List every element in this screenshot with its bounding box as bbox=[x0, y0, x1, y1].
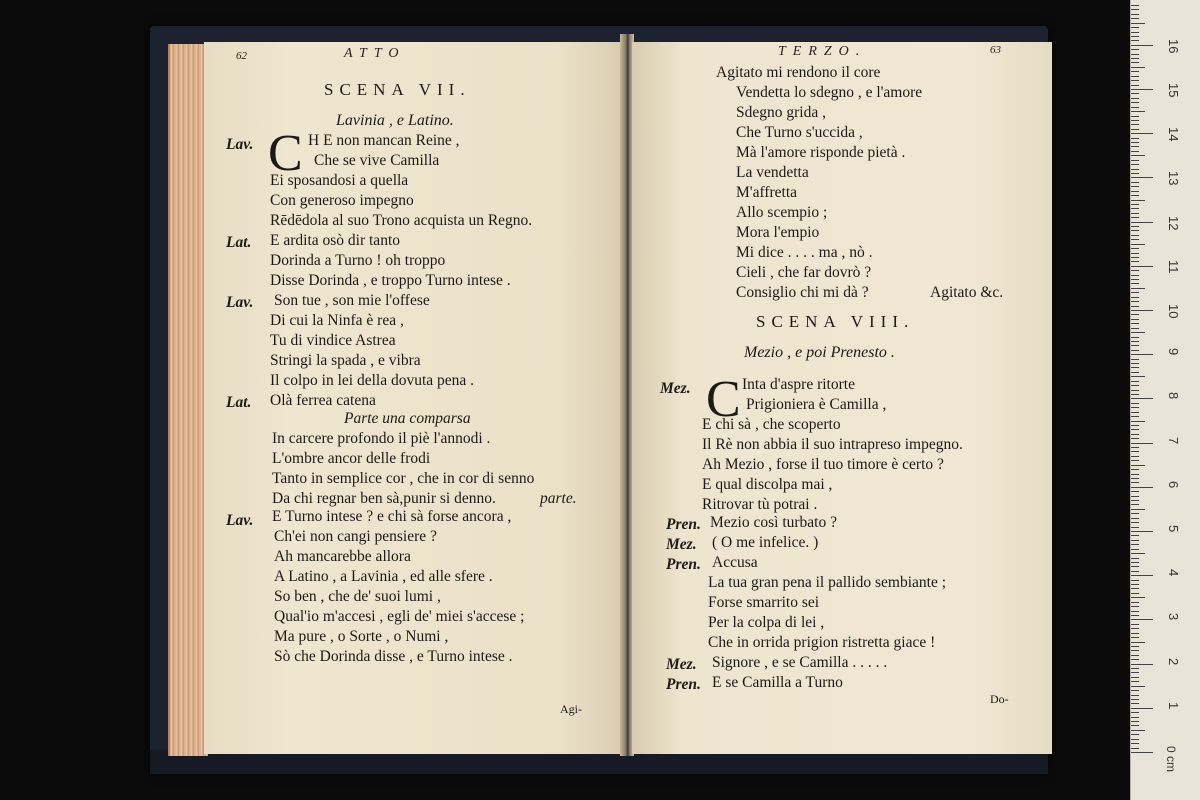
ruler-tick bbox=[1131, 699, 1139, 700]
ruler-tick bbox=[1131, 390, 1139, 391]
ruler-tick bbox=[1131, 730, 1145, 731]
ruler-tick bbox=[1131, 743, 1139, 744]
ruler-tick bbox=[1131, 257, 1139, 258]
ruler-tick bbox=[1131, 739, 1139, 740]
verse-line: E ardita osò dir tanto bbox=[270, 232, 400, 249]
ruler-tick bbox=[1131, 235, 1139, 236]
verse-line: E Turno intese ? e chi sà forse ancora , bbox=[272, 508, 512, 525]
ruler-tick bbox=[1131, 460, 1139, 461]
ruler-tick bbox=[1131, 469, 1139, 470]
ruler-tick bbox=[1131, 62, 1139, 63]
ruler-tick bbox=[1131, 9, 1139, 10]
ruler-tick bbox=[1131, 182, 1139, 183]
left-scene-title: SCENA VII. bbox=[324, 80, 471, 99]
verse-line: Ei sposandosi a quella bbox=[270, 172, 409, 189]
ruler-tick bbox=[1131, 195, 1139, 196]
ruler-tick bbox=[1131, 606, 1139, 607]
ruler-tick bbox=[1131, 619, 1153, 620]
ruler-tick bbox=[1131, 323, 1139, 324]
ruler-tick bbox=[1131, 403, 1139, 404]
ruler-tick bbox=[1131, 292, 1139, 293]
verse-line: Ma pure , o Sorte , o Numi , bbox=[274, 628, 449, 645]
ruler-number: 7 bbox=[1166, 436, 1181, 444]
ruler-tick bbox=[1131, 646, 1139, 647]
ruler-tick bbox=[1131, 146, 1139, 147]
ruler-number: 2 bbox=[1166, 657, 1181, 665]
ruler-tick bbox=[1131, 509, 1145, 510]
ruler-tick bbox=[1131, 681, 1139, 682]
verse-line: Che se vive Camilla bbox=[314, 152, 440, 169]
ruler-number: 10 bbox=[1166, 304, 1181, 319]
verse-line: Tanto in semplice cor , che in cor di senno bbox=[272, 470, 535, 487]
ruler-tick bbox=[1131, 160, 1139, 161]
right-page-number: 63 bbox=[990, 44, 1001, 56]
verse-line: M'affretta bbox=[736, 184, 798, 201]
ruler-tick bbox=[1131, 664, 1153, 665]
verse-line: Son tue , son mie l'offese bbox=[274, 292, 430, 309]
ruler-tick bbox=[1131, 328, 1139, 329]
ruler-tick bbox=[1131, 668, 1139, 669]
ruler-tick bbox=[1131, 89, 1153, 90]
ruler-tick bbox=[1131, 142, 1139, 143]
ruler-tick bbox=[1131, 297, 1139, 298]
verse-line: So ben , che de' suoi lumi , bbox=[274, 588, 441, 605]
ruler-tick bbox=[1131, 703, 1139, 704]
ruler-tick bbox=[1131, 217, 1139, 218]
verse-line: La tua gran pena il pallido sembiante ; bbox=[708, 574, 947, 591]
ruler-number: 8 bbox=[1166, 392, 1181, 400]
ruler-tick bbox=[1131, 244, 1145, 245]
verse-line: Vendetta lo sdegno , e l'amore bbox=[736, 84, 923, 101]
ruler-tick bbox=[1131, 319, 1139, 320]
verse-line: Mezio così turbato ? bbox=[710, 514, 837, 531]
ruler-number: 14 bbox=[1166, 127, 1181, 142]
ruler-tick bbox=[1131, 421, 1145, 422]
ruler-tick bbox=[1131, 562, 1139, 563]
ruler-tick bbox=[1131, 230, 1139, 231]
ruler-tick bbox=[1131, 642, 1145, 643]
ruler-tick bbox=[1131, 208, 1139, 209]
verse-line: Olà ferrea catena bbox=[270, 392, 376, 409]
ruler-tick bbox=[1131, 571, 1139, 572]
ruler-tick bbox=[1131, 535, 1139, 536]
ruler-tick bbox=[1131, 93, 1139, 94]
ruler-tick bbox=[1131, 522, 1139, 523]
verse-line: A Latino , a Lavinia , ed alle sfere . bbox=[274, 568, 493, 585]
ruler-tick bbox=[1131, 690, 1139, 691]
verse-line: Mi dice . . . . ma , nò . bbox=[736, 244, 873, 261]
ruler-tick bbox=[1131, 540, 1139, 541]
aria-end: Agitato &c. bbox=[930, 284, 1004, 301]
ruler-tick bbox=[1131, 164, 1139, 165]
ruler-tick bbox=[1131, 314, 1139, 315]
measurement-ruler bbox=[1130, 0, 1200, 800]
verse-line: E chi sà , che scoperto bbox=[702, 416, 841, 433]
left-catchword: Agi- bbox=[560, 702, 582, 716]
ruler-tick bbox=[1131, 151, 1139, 152]
ruler-tick bbox=[1131, 474, 1139, 475]
ruler-tick bbox=[1131, 71, 1139, 72]
verse-line: Che in orrida prigion ristretta giace ! bbox=[708, 634, 936, 651]
ruler-number: 9 bbox=[1166, 348, 1181, 356]
ruler-tick bbox=[1131, 116, 1139, 117]
verse-line: Di cui la Ninfa è rea , bbox=[270, 312, 404, 329]
ruler-number: 6 bbox=[1166, 480, 1181, 489]
ruler-tick bbox=[1131, 58, 1139, 59]
ruler-tick bbox=[1131, 531, 1153, 532]
ruler-tick bbox=[1131, 588, 1139, 589]
ruler-tick bbox=[1131, 659, 1139, 660]
verse-line: Signore , e se Camilla . . . . . bbox=[712, 654, 888, 671]
ruler-tick bbox=[1131, 500, 1139, 501]
ruler-tick bbox=[1131, 306, 1139, 307]
verse-line: In carcere profondo il piè l'annodi . bbox=[272, 430, 491, 447]
ruler-tick bbox=[1131, 544, 1139, 545]
ruler-tick bbox=[1131, 155, 1145, 156]
ruler-tick bbox=[1131, 412, 1139, 413]
exit-direction: parte. bbox=[540, 490, 577, 507]
verse-line: Disse Dorinda , e troppo Turno intese . bbox=[270, 272, 511, 289]
right-page bbox=[632, 42, 1052, 754]
ruler-tick bbox=[1131, 615, 1139, 616]
verse-line: Inta d'aspre ritorte bbox=[742, 376, 855, 393]
verse-line: Con generoso impegno bbox=[270, 192, 414, 209]
ruler-tick bbox=[1131, 748, 1139, 749]
ruler-tick bbox=[1131, 376, 1145, 377]
verse-line: Cieli , che far dovrò ? bbox=[736, 264, 872, 281]
ruler-tick bbox=[1131, 40, 1139, 41]
ruler-tick bbox=[1131, 708, 1153, 709]
verse-line: Forse smarrito sei bbox=[708, 594, 820, 611]
ruler-tick bbox=[1131, 107, 1139, 108]
ruler-tick bbox=[1131, 337, 1139, 338]
speaker-mez: Mez. bbox=[660, 380, 691, 397]
verse-line: Ritrovar tù potrai . bbox=[702, 496, 818, 513]
ruler-number: 5 bbox=[1166, 525, 1181, 533]
ruler-number: 13 bbox=[1166, 171, 1181, 186]
ruler-tick bbox=[1131, 566, 1139, 567]
ruler-tick bbox=[1131, 36, 1139, 37]
verse-line: E se Camilla a Turno bbox=[712, 674, 843, 691]
ruler-tick bbox=[1131, 177, 1153, 178]
verse-line: Accusa bbox=[712, 554, 758, 571]
ruler-tick bbox=[1131, 270, 1139, 271]
ruler-tick bbox=[1131, 429, 1139, 430]
ruler-tick bbox=[1131, 204, 1139, 205]
ruler-tick bbox=[1131, 133, 1153, 134]
verse-line: Rēdēdola al suo Trono acquista un Regno. bbox=[270, 212, 533, 229]
ruler-tick bbox=[1131, 213, 1139, 214]
verse-line: Che Turno s'uccida , bbox=[736, 124, 863, 141]
ruler-tick bbox=[1131, 18, 1139, 19]
ruler-tick bbox=[1131, 191, 1139, 192]
verse-line: H E non mancan Reine , bbox=[308, 132, 460, 149]
ruler-tick bbox=[1131, 527, 1139, 528]
verse-line: Ch'ei non cangi pensiere ? bbox=[274, 528, 437, 545]
ruler-tick bbox=[1131, 80, 1139, 81]
speaker-lat: Lat. bbox=[226, 394, 252, 411]
ruler-tick bbox=[1131, 655, 1139, 656]
ruler-tick bbox=[1131, 624, 1139, 625]
ruler-tick bbox=[1131, 443, 1153, 444]
verse-line: La vendetta bbox=[736, 164, 809, 181]
verse-line: Il Rè non abbia il suo intrapreso impegno. bbox=[702, 436, 963, 453]
page-edges bbox=[168, 44, 208, 756]
ruler-tick bbox=[1131, 602, 1139, 603]
speaker-pren: Pren. bbox=[666, 556, 701, 573]
ruler-tick bbox=[1131, 712, 1139, 713]
ruler-tick bbox=[1131, 367, 1139, 368]
ruler-tick bbox=[1131, 381, 1139, 382]
ruler-tick bbox=[1131, 372, 1139, 373]
ruler-tick bbox=[1131, 628, 1139, 629]
ruler-tick bbox=[1131, 222, 1153, 223]
ruler-tick bbox=[1131, 301, 1139, 302]
ruler-tick bbox=[1131, 717, 1139, 718]
left-page bbox=[204, 42, 624, 754]
verse-line: Il colpo in lei della dovuta pena . bbox=[270, 372, 475, 389]
ruler-tick bbox=[1131, 558, 1139, 559]
verse-line: Ah Mezio , forse il tuo timore è certo ? bbox=[702, 456, 944, 473]
ruler-tick bbox=[1131, 518, 1139, 519]
speaker-lav: Lav. bbox=[226, 136, 254, 153]
verse-line: Tu di vindice Astrea bbox=[270, 332, 396, 349]
ruler-tick bbox=[1131, 650, 1139, 651]
ruler-tick bbox=[1131, 407, 1139, 408]
ruler-number: 12 bbox=[1166, 215, 1181, 231]
ruler-tick bbox=[1131, 752, 1153, 753]
ruler-tick bbox=[1131, 279, 1139, 280]
ruler-tick bbox=[1131, 725, 1139, 726]
ruler-number: 15 bbox=[1166, 83, 1181, 98]
ruler-tick bbox=[1131, 553, 1145, 554]
ruler-tick bbox=[1131, 49, 1139, 50]
ruler-tick bbox=[1131, 341, 1139, 342]
ruler-tick bbox=[1131, 478, 1139, 479]
left-characters: Lavinia , e Latino. bbox=[336, 112, 454, 129]
right-catchword: Do- bbox=[990, 692, 1009, 706]
ruler-tick bbox=[1131, 186, 1139, 187]
ruler-unit-label: 0 cm bbox=[1164, 745, 1179, 773]
verse-line: L'ombre ancor delle frodi bbox=[272, 450, 431, 467]
ruler-tick bbox=[1131, 248, 1139, 249]
ruler-tick bbox=[1131, 27, 1139, 28]
ruler-tick bbox=[1131, 124, 1139, 125]
verse-line: E qual discolpa mai , bbox=[702, 476, 833, 493]
ruler-tick bbox=[1131, 23, 1145, 24]
ruler-tick bbox=[1131, 482, 1139, 483]
dropcap-c: C bbox=[706, 371, 741, 428]
ruler-tick bbox=[1131, 120, 1139, 121]
ruler-tick bbox=[1131, 111, 1145, 112]
ruler-tick bbox=[1131, 354, 1153, 355]
verse-line: Mora l'empio bbox=[736, 224, 820, 241]
verse-line: Da chi regnar ben sà,punir si denno. bbox=[272, 490, 496, 507]
left-page-number: 62 bbox=[236, 50, 247, 62]
ruler-tick bbox=[1131, 434, 1139, 435]
ruler-number: 1 bbox=[1166, 701, 1181, 710]
stage-direction: Parte una comparsa bbox=[344, 410, 471, 427]
ruler-tick bbox=[1131, 98, 1139, 99]
right-characters: Mezio , e poi Prenesto . bbox=[744, 344, 895, 361]
ruler-number: 16 bbox=[1166, 38, 1181, 54]
verse-line: Sò che Dorinda disse , e Turno intese . bbox=[274, 648, 513, 665]
ruler-number: 3 bbox=[1166, 613, 1181, 621]
ruler-tick bbox=[1131, 129, 1139, 130]
speaker-lav: Lav. bbox=[226, 512, 254, 529]
ruler-tick bbox=[1131, 239, 1139, 240]
ruler-tick bbox=[1131, 672, 1139, 673]
ruler-tick bbox=[1131, 465, 1145, 466]
verse-line: Sdegno grida , bbox=[736, 104, 826, 121]
ruler-tick bbox=[1131, 332, 1145, 333]
ruler-tick bbox=[1131, 416, 1139, 417]
ruler-tick bbox=[1131, 593, 1139, 594]
ruler-tick bbox=[1131, 200, 1145, 201]
ruler-tick bbox=[1131, 549, 1139, 550]
ruler-tick bbox=[1131, 169, 1139, 170]
ruler-tick bbox=[1131, 677, 1139, 678]
ruler-tick bbox=[1131, 359, 1139, 360]
ruler-tick bbox=[1131, 425, 1139, 426]
speaker-mez: Mez. bbox=[666, 536, 697, 553]
ruler-tick bbox=[1131, 5, 1139, 6]
ruler-tick bbox=[1131, 637, 1139, 638]
ruler-tick bbox=[1131, 266, 1153, 267]
verse-line: Agitato mi rendono il core bbox=[716, 64, 881, 81]
ruler-tick bbox=[1131, 491, 1139, 492]
ruler-tick bbox=[1131, 734, 1139, 735]
ruler-tick bbox=[1131, 85, 1139, 86]
ruler-tick bbox=[1131, 513, 1139, 514]
ruler-tick bbox=[1131, 385, 1139, 386]
verse-line: Allo scempio ; bbox=[736, 204, 828, 221]
ruler-tick bbox=[1131, 32, 1139, 33]
ruler-tick bbox=[1131, 14, 1139, 15]
ruler-tick bbox=[1131, 173, 1139, 174]
ruler-number: 11 bbox=[1166, 259, 1181, 274]
ruler-tick bbox=[1131, 67, 1145, 68]
speaker-lav: Lav. bbox=[226, 294, 254, 311]
ruler-tick bbox=[1131, 496, 1139, 497]
speaker-lat: Lat. bbox=[226, 234, 252, 251]
ruler-tick bbox=[1131, 611, 1139, 612]
ruler-tick bbox=[1131, 398, 1153, 399]
right-running-header: TERZO. bbox=[778, 44, 867, 59]
ruler-tick bbox=[1131, 283, 1139, 284]
verse-line: Consiglio chi mi dà ? bbox=[736, 284, 869, 301]
verse-line: ( O me infelice. ) bbox=[712, 534, 819, 551]
ruler-tick bbox=[1131, 310, 1153, 311]
ruler-tick bbox=[1131, 686, 1145, 687]
ruler-tick bbox=[1131, 584, 1139, 585]
speaker-pren: Pren. bbox=[666, 676, 701, 693]
ruler-tick bbox=[1131, 487, 1153, 488]
ruler-tick bbox=[1131, 580, 1139, 581]
ruler-tick bbox=[1131, 394, 1139, 395]
right-scene-title: SCENA VIII. bbox=[756, 312, 915, 331]
verse-line: Mà l'amore risponde pietà . bbox=[736, 144, 906, 161]
ruler-tick bbox=[1131, 138, 1139, 139]
verse-line: Stringi la spada , e vibra bbox=[270, 352, 421, 369]
ruler-number: 4 bbox=[1166, 569, 1181, 577]
speaker-mez: Mez. bbox=[666, 656, 697, 673]
ruler-tick bbox=[1131, 363, 1139, 364]
verse-line: Per la colpa di lei , bbox=[708, 614, 825, 631]
left-running-header: ATTO bbox=[344, 46, 406, 61]
ruler-tick bbox=[1131, 288, 1145, 289]
verse-line: Prigioniera è Camilla , bbox=[746, 396, 887, 413]
verse-line: Ah mancarebbe allora bbox=[274, 548, 411, 565]
verse-line: Qual'io m'accesi , egli de' miei s'accese ; bbox=[274, 608, 525, 625]
ruler-tick bbox=[1131, 597, 1145, 598]
ruler-tick bbox=[1131, 451, 1139, 452]
ruler-tick bbox=[1131, 45, 1153, 46]
ruler-tick bbox=[1131, 721, 1139, 722]
ruler-tick bbox=[1131, 253, 1139, 254]
ruler-tick bbox=[1131, 54, 1139, 55]
speaker-pren: Pren. bbox=[666, 516, 701, 533]
ruler-tick bbox=[1131, 633, 1139, 634]
dropcap-c: C bbox=[268, 125, 303, 182]
ruler-tick bbox=[1131, 447, 1139, 448]
ruler-tick bbox=[1131, 695, 1139, 696]
ruler-tick bbox=[1131, 275, 1139, 276]
ruler-tick bbox=[1131, 575, 1153, 576]
ruler-tick bbox=[1131, 456, 1139, 457]
ruler-tick bbox=[1131, 350, 1139, 351]
ruler-tick bbox=[1131, 504, 1139, 505]
ruler-tick bbox=[1131, 76, 1139, 77]
verse-line: Dorinda a Turno ! oh troppo bbox=[270, 252, 446, 269]
ruler-tick bbox=[1131, 438, 1139, 439]
ruler-tick bbox=[1131, 345, 1139, 346]
ruler-tick bbox=[1131, 102, 1139, 103]
ruler-tick bbox=[1131, 261, 1139, 262]
ruler-tick bbox=[1131, 226, 1139, 227]
